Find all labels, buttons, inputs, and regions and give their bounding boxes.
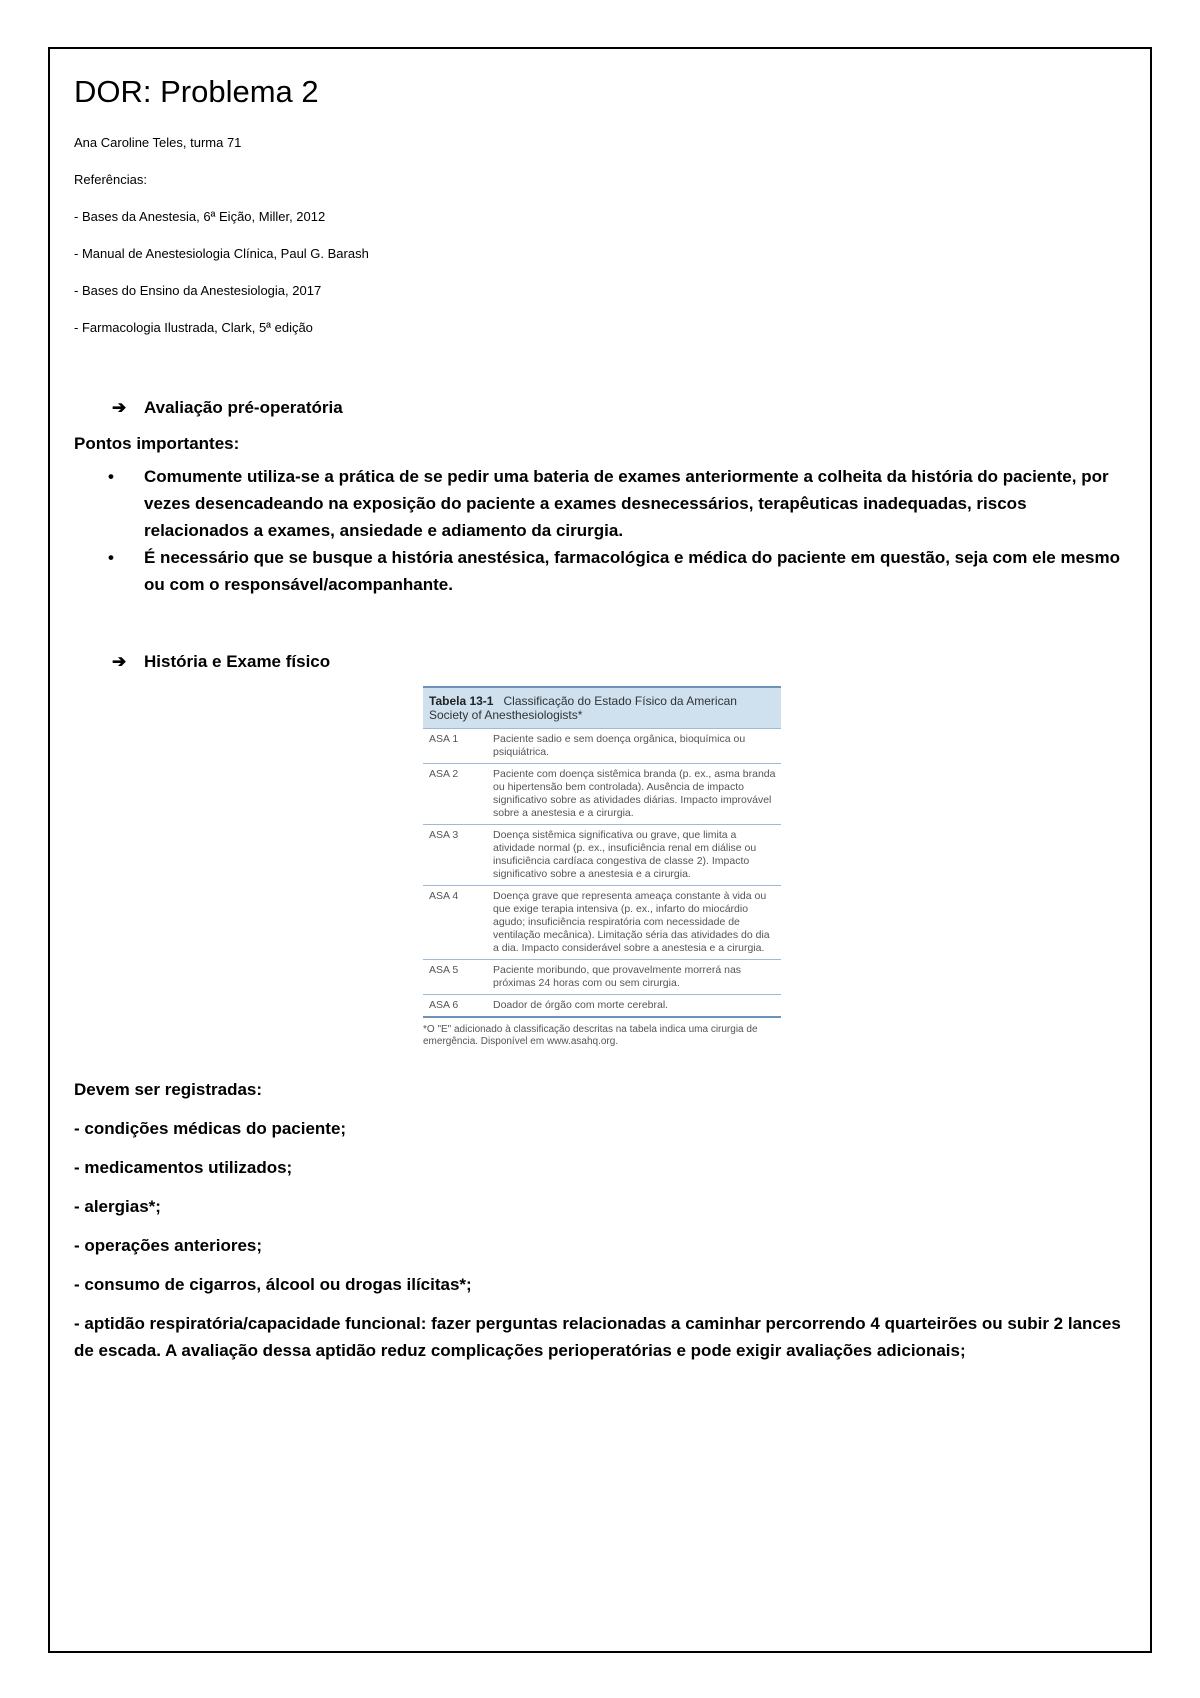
table-row [423,824,781,885]
bullet-icon: • [108,467,114,486]
points-label: Pontos importantes: [74,434,240,453]
table-footnote: *O "E" adicionado à classificação descritas na tabela indica uma cirurgia de emergência. Disponível em www.asahq.org. [423,1024,758,1047]
section-heading-text: Avaliação pré-operatória [144,398,343,417]
register-item: - alergias*; [74,1197,161,1216]
table-row [423,994,781,1018]
document-content [74,72,1130,1376]
asa-class: ASA 3 [429,829,459,841]
arrow-right-icon: ➔ [112,398,127,417]
section-heading-history [74,652,1130,672]
section-heading-preoperative [74,398,1130,418]
asa-class: ASA 1 [429,733,459,745]
asa-description: Paciente sadio e sem doença orgânica, bioquímica ou psiquiátrica. [493,733,746,758]
register-item: - condições médicas do paciente; [74,1119,347,1138]
reference-item: - Manual de Anestesiologia Clínica, Paul G. Barash [74,246,369,261]
reference-item: - Bases do Ensino da Anestesiologia, 2017 [74,283,322,298]
table-caption [423,688,781,728]
table-row [423,728,781,763]
asa-class: ASA 6 [429,999,459,1011]
asa-table [423,686,781,1018]
figure-container [74,686,1130,1048]
asa-description: Paciente com doença sistêmica branda (p. ex., asma branda ou hipertensão bem controlada). Ausência de impacto significativo sobre as atividades diárias. Impacto improvável sobre a anestesia e a cirurgia. [493,768,776,819]
asa-table-figure [423,686,781,1048]
asa-description: Doença grave que representa ameaça constante à vida ou que exige terapia intensiva (p. ex., infarto do miocárdio agudo; insuficiência respiratória com necessidade de ventilação mecânica). Limitação séria das atividades do dia a dia. Impacto considerável sobre a anestesia e a cirurgia. [493,890,770,954]
bullet-text: Comumente utiliza-se a prática de se pedir uma bateria de exames anteriormente a colheita da história do paciente, por vezes desencadeando na exposição do paciente a exames desnecessários, terapêuticas inadequadas, riscos relacionados a exames, ansiedade e adiamento da cirurgia. [144,467,1109,540]
table-number: Tabela 13-1 [429,694,494,708]
bullet-list [74,463,1130,598]
register-label: Devem ser registradas: [74,1080,263,1099]
table-row [423,763,781,824]
register-item: - consumo de cigarros, álcool ou drogas ilícitas*; [74,1275,472,1294]
asa-description: Doador de órgão com morte cerebral. [493,999,669,1011]
reference-item: - Bases da Anestesia, 6ª Eição, Miller, 2012 [74,209,326,224]
table-title: Classificação do Estado Físico da American Society of Anesthesiologists* [429,694,737,722]
register-item: - medicamentos utilizados; [74,1158,293,1177]
bullet-icon: • [108,548,114,567]
register-item: - operações anteriores; [74,1236,263,1255]
asa-class: ASA 4 [429,890,459,902]
document-title: DOR: Problema 2 [74,74,319,109]
asa-description: Doença sistêmica significativa ou grave, que limita a atividade normal (p. ex., insuficiência renal em diálise ou insuficiência cardíaca congestiva de classe 2). Impacto significativo sobre a anestesia e a cirurgia. [493,829,757,880]
reference-item: - Farmacologia Ilustrada, Clark, 5ª edição [74,320,313,335]
section-heading-text: História e Exame físico [144,652,331,671]
author-line: Ana Caroline Teles, turma 71 [74,135,242,150]
register-item: - aptidão respiratória/capacidade funcional: fazer perguntas relacionadas a caminhar percorrendo 4 quarteirões ou subir 2 lances de escada. A avaliação dessa aptidão reduz complicações perioperatórias e pode exigir avaliações adicionais; [74,1314,1121,1360]
asa-class: ASA 5 [429,964,459,976]
table-row [423,959,781,994]
bullet-text: É necessário que se busque a história anestésica, farmacológica e médica do paciente em questão, seja com ele mesmo ou com o responsável/acompanhante. [144,548,1121,594]
list-item [74,463,1130,544]
asa-class: ASA 2 [429,768,459,780]
list-item [74,544,1130,598]
arrow-right-icon: ➔ [112,652,127,671]
references-label: Referências: [74,172,147,187]
table-row [423,885,781,959]
asa-description: Paciente moribundo, que provavelmente morrerá nas próximas 24 horas com ou sem cirurgia. [493,964,742,989]
